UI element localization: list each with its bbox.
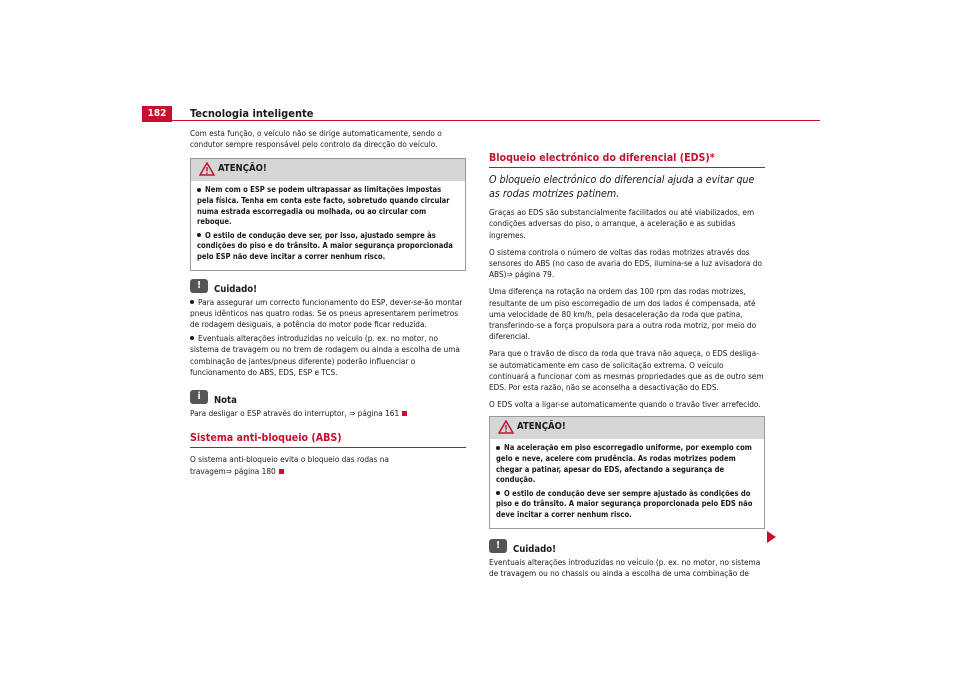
bullet-icon bbox=[197, 233, 201, 237]
bullet-icon bbox=[190, 300, 194, 304]
note-text: Para desligar o ESP através do interruptor, ⇒ página 161 bbox=[190, 408, 466, 419]
page-title: Tecnologia inteligente bbox=[190, 107, 314, 120]
warning-item: Nem com o ESP se podem ultrapassar as limitações impostas pela física. Tenha em conta este facto, sobretudo quando circular numa estrada escorregadia ou molhada, ou ao circular com reboque. bbox=[197, 185, 450, 227]
eds-paragraph: O EDS volta a ligar-se automaticamente quando o travão tiver arrefecido. bbox=[489, 399, 761, 410]
eds-paragraph: Graças ao EDS são substancialmente facilitados ou até viabilizados, em condições adversas do piso, o arranque, a aceleração e as subidas íngremes. bbox=[489, 207, 755, 240]
info-icon: i bbox=[190, 390, 208, 404]
caution-text: Eventuais alterações introduzidas no veículo (p. ex. no motor, no sistema de travagem ou no chassis ou ainda a escolha de uma combinação de bbox=[489, 556, 761, 578]
header-divider bbox=[142, 120, 820, 121]
warning-item: Na aceleração em piso escorregadio uniforme, por exemplo com gelo e neve, acelere com prudência. As rodas motrizes podem chegar a patinar, apesar do EDS, afectando a segurança de condução. bbox=[496, 443, 752, 485]
note-label: Nota bbox=[214, 394, 237, 406]
abs-section-text: O sistema anti-bloqueio evita o bloqueio das rodas na travagem⇒ página 180 bbox=[190, 454, 389, 476]
warning-label: ATENÇÃO! bbox=[517, 421, 566, 433]
eds-lead: O bloqueio electrónico do diferencial ajuda a evitar que as rodas motrizes patinem. bbox=[489, 174, 755, 200]
eds-section-title: Bloqueio electrónico do diferencial (EDS)* bbox=[489, 153, 765, 168]
caution-header bbox=[489, 539, 765, 555]
note-header bbox=[190, 390, 466, 406]
caution-label: Cuidado! bbox=[214, 283, 258, 295]
intro-paragraph: Com esta função, o veículo não se dirige automaticamente, sendo o condutor sempre responsável pelo controlo da direcção do veículo. bbox=[190, 128, 442, 150]
caution-icon: ! bbox=[190, 279, 208, 293]
bullet-icon bbox=[496, 446, 500, 450]
warning-triangle-icon bbox=[498, 420, 514, 434]
continue-arrow-icon bbox=[767, 531, 776, 543]
warning-box bbox=[190, 158, 466, 270]
left-column bbox=[190, 128, 466, 483]
warning-header bbox=[490, 417, 764, 439]
warning-box bbox=[489, 416, 765, 528]
eds-paragraph: Uma diferença na rotação na ordem das 100 rpm das rodas motrizes, resultante de um piso escorregadio de um dos lados é compensada, até uma velocidade de 80 km/h, pela desaceleração da roda que patina, transferindo-se a força propulsora para a outra roda motriz, por meio do diferencial. bbox=[489, 286, 757, 342]
caution-label: Cuidado! bbox=[513, 543, 557, 555]
abs-section-title: Sistema anti-bloqueio (ABS) bbox=[190, 433, 466, 448]
caution-item: Para assegurar um correcto funcionamento do ESP, dever-se-ão montar pneus idênticos nas quatro rodas. Se os pneus apresentarem perímetros de rodagem desiguais, a potência do motor pode ficar reduzida. bbox=[190, 296, 463, 329]
eds-paragraph: O sistema controla o número de voltas das rodas motrizes através dos sensores do ABS (no caso de avaria do EDS, ilumina-se a luz avisadora do ABS)⇒ página 79. bbox=[489, 246, 762, 280]
bullet-icon bbox=[190, 336, 194, 340]
warning-item: O estilo de condução deve ser, por isso, ajustado sempre às condições do piso e do trânsito. A maior segurança proporcionada pelo ESP não deve incitar a correr nenhum risco. bbox=[197, 230, 453, 261]
end-marker-icon bbox=[279, 469, 284, 474]
warning-triangle-icon bbox=[199, 162, 215, 176]
eds-paragraph: Para que o travão de disco da roda que trava não aqueça, o EDS desliga-se automaticamente em caso de solicitação extrema. O veículo continuará a funcionar com as mesmas propriedades que as de outro sem EDS. Por esta razão, não se aconselha a desactivação do EDS. bbox=[489, 348, 764, 393]
right-column bbox=[489, 153, 765, 585]
warning-header bbox=[191, 159, 465, 181]
end-marker-icon bbox=[402, 411, 407, 416]
page-number: 182 bbox=[142, 106, 172, 122]
warning-label: ATENÇÃO! bbox=[218, 163, 267, 175]
caution-icon: ! bbox=[489, 539, 507, 553]
caution-header bbox=[190, 279, 466, 295]
bullet-icon bbox=[496, 491, 500, 495]
warning-item: O estilo de condução deve ser sempre ajustado às condições do piso e do trânsito. A maior segurança proporcionada pelo EDS não deve incitar a correr nenhum risco. bbox=[496, 488, 753, 520]
caution-item: Eventuais alterações introduzidas no veículo (p. ex. no motor, no sistema de travagem ou no trem de rodagem ou ainda a escolha de uma combinação de jantes/pneus diferente) poderão influenciar o funcionamento do ABS, EDS, ESP e TCS. bbox=[190, 333, 460, 377]
bullet-icon bbox=[197, 188, 201, 192]
